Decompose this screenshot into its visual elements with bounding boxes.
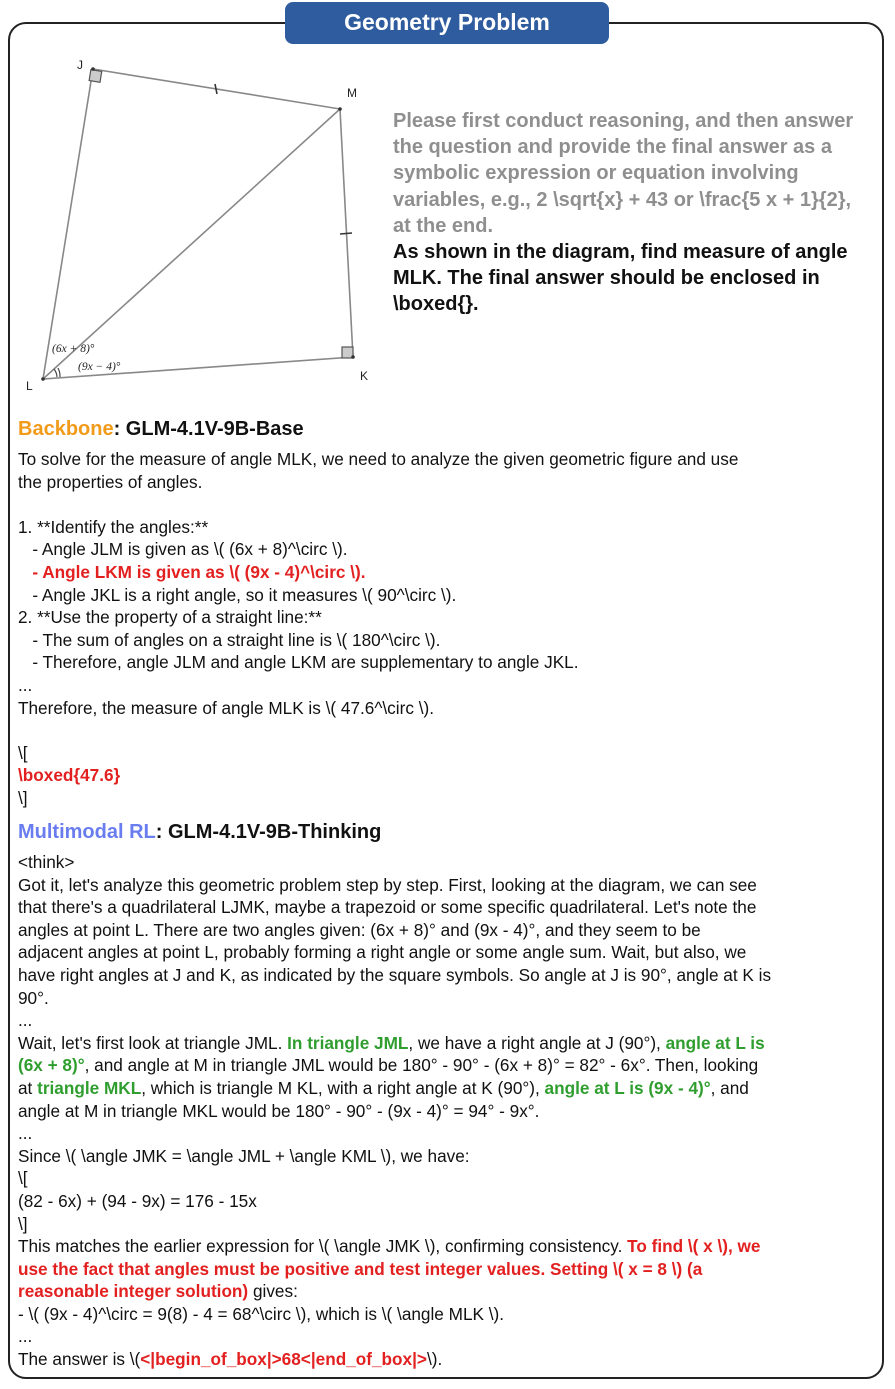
tick-mark-mk [340,233,352,234]
text-line: Since \( \angle JMK = \angle JML + \angle KML \), we have: [18,1145,470,1166]
wrong-answer: \boxed{47.6} [18,765,121,786]
text-line: To solve for the measure of angle MLK, we need to analyze the given geometric figure and use [18,449,739,469]
final-answer-box: <|begin_of_box|>68<|end_of_box|> [140,1349,427,1370]
tick-mark-jm [215,84,217,94]
error-prefix: - [18,561,43,582]
reasoning-highlight: To find \( x \), we [627,1236,761,1257]
reasoning-highlight: reasonable integer solution) [18,1281,249,1302]
text-line: angle at M in triangle MKL would be 180° - 90° - (9x - 4)° = 94° - 9x°. [18,1100,540,1121]
correct-highlight: (6x + 8)° [18,1055,85,1076]
text-line: the properties of angles. [18,471,203,492]
text-line [18,1077,880,1100]
backbone-model: : GLM-4.1V-9B-Base [113,418,304,440]
text-line: - Angle JLM is given as \( (6x + 8)^\circ \). [18,539,348,560]
text-line [18,1235,880,1258]
text-line: \] [18,787,28,808]
point-label-m: M [347,86,357,100]
correct-highlight: triangle MKL [37,1077,142,1098]
text-line: 1. **Identify the angles:** [18,516,209,537]
point-label-j: J [77,58,83,72]
prompt-question: As shown in the diagram, find measure of angle MLK. The final answer should be enclosed in \boxed{}. [393,241,848,316]
text-line: \] [18,1213,28,1234]
text-span: , we have a right angle at J (90°), [408,1032,666,1053]
geometry-diagram [18,52,378,397]
point-label-k: K [360,369,369,383]
text-line: <think> [18,852,75,872]
angle-label-lower: (9x − 4)° [78,361,121,373]
backbone-response [18,448,880,810]
angle-arc-1 [54,369,57,377]
text-span: Wait, let's first look at triangle JML. [18,1032,288,1053]
text-line: - \( (9x - 4)^\circ = 9(8) - 4 = 68^\circ \), which is \( \angle MLK \). [18,1303,505,1324]
text-line: Therefore, the measure of angle MLK is \( 47.6^\circ \). [18,697,434,718]
text-line: Got it, let's analyze this geometric problem step by step. First, looking at the diagram, we can see [18,874,757,895]
final-answer-line [18,1348,880,1371]
rl-heading [18,821,381,844]
prompt-instruction: Please first conduct reasoning, and then answer the question and provide the final answer as a symbolic expression or equation involving variables, e.g., 2 \sqrt{x} + 43 or \frac{5 x + 1}{2}, at the end. [393,110,854,237]
angle-label-upper: (6x + 8)° [52,343,95,355]
text-line: ... [18,674,33,695]
reasoning-highlight: use the fact that angles must be positive and test integer values. Setting \( x = 8 \) (a [18,1258,703,1279]
point-label-l: L [26,379,33,393]
page-title: Geometry Problem [285,2,609,44]
correct-highlight: angle at L is (9x - 4)° [544,1077,711,1098]
text-line [18,1032,880,1055]
rl-model: : GLM-4.1V-9B-Thinking [155,821,382,843]
text-line: ... [18,1123,33,1144]
rl-response [18,851,880,1371]
quadrilateral-lines [43,69,353,379]
correct-highlight: In triangle JML [287,1032,409,1053]
text-line: (82 - 6x) + (94 - 9x) = 176 - 15x [18,1190,257,1211]
text-line: 2. **Use the property of a straight line:** [18,607,322,628]
text-line: - Angle JKL is a right angle, so it measures \( 90^\circ \). [18,584,457,605]
backbone-label: Backbone [18,418,114,440]
text-line: 90°. [18,987,49,1008]
text-span: , and [710,1077,749,1098]
text-line [18,1280,880,1303]
text-line: ... [18,1326,33,1347]
text-line: - The sum of angles on a straight line is \( 180^\circ \). [18,629,441,650]
correct-highlight: angle at L is [665,1032,765,1053]
text-line [18,1054,880,1077]
backbone-heading [18,418,304,441]
text-span: gives: [248,1281,298,1302]
text-line: \[ [18,742,28,763]
text-line: \[ [18,1168,28,1189]
text-span: The answer is \( [18,1349,141,1370]
error-highlight: Angle LKM is given as \( (9x - 4)^\circ \). [42,561,366,582]
text-span: , and angle at M in triangle JML would be 180° - 90° - (6x + 8)° = 82° - 6x°. Then, looking [84,1055,759,1076]
problem-prompt [393,108,863,318]
right-angle-mark-j [89,70,102,83]
text-span: \). [426,1349,443,1370]
text-span: , which is triangle M KL, with a right angle at K (90°), [141,1077,545,1098]
text-line: that there's a quadrilateral LJMK, maybe a trapezoid or some specific quadrilateral. Let's note the [18,897,757,918]
text-line: adjacent angles at point L, probably forming a right angle or some angle sum. Wait, but also, we [18,942,747,963]
text-span: at [18,1077,38,1098]
text-line: ... [18,1010,33,1031]
text-line: have right angles at J and K, as indicated by the square symbols. So angle at J is 90°, angle at K is [18,964,772,985]
rl-label: Multimodal RL [18,821,156,843]
text-line [18,561,880,584]
angle-arc-2 [58,368,60,377]
text-line: angles at point L. There are two angles given: (6x + 8)° and (9x - 4)°, and they seem to be [18,919,701,940]
text-line: - Therefore, angle JLM and angle LKM are supplementary to angle JKL. [18,652,579,673]
text-span: This matches the earlier expression for \( \angle JMK \), confirming consistency. [18,1236,628,1257]
diagonal-lm [43,109,340,379]
